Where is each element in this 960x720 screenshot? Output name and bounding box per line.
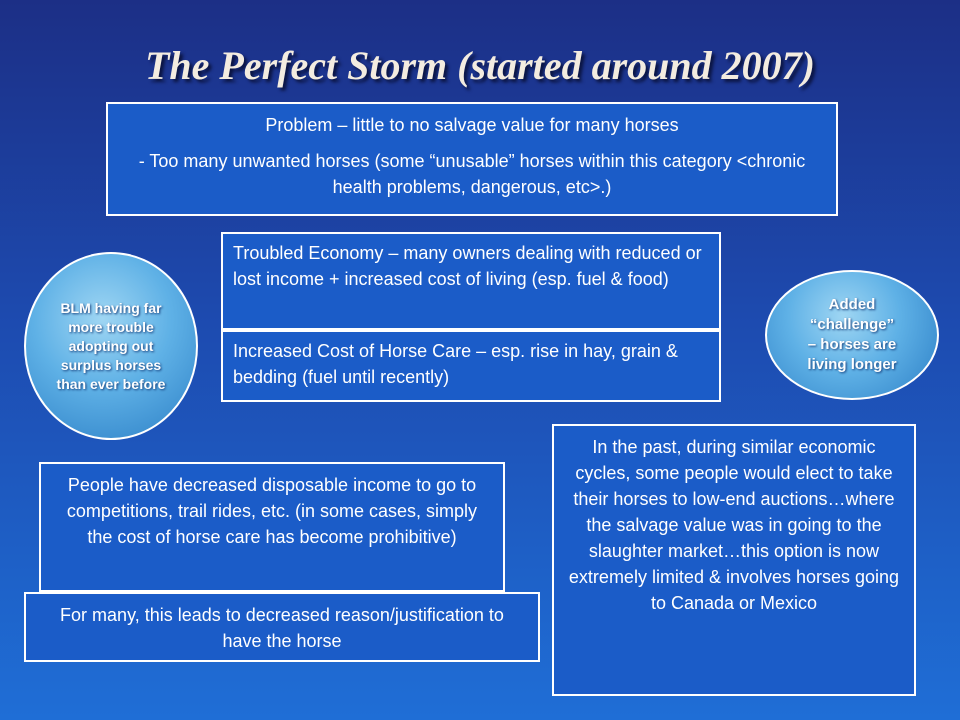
problem-box bbox=[106, 102, 838, 216]
added-challenge-text: Added “challenge” – horses are living longer bbox=[807, 296, 897, 373]
disposable-income-box: People have decreased disposable income to go to competitions, trail rides, etc. (in some cases, simply the cost of horse care has become prohibitive) bbox=[39, 462, 505, 592]
horse-care-box: Increased Cost of Horse Care – esp. rise in hay, grain & bedding (fuel until recently) bbox=[221, 330, 721, 402]
unwanted-horses-text: - Too many unwanted horses (some “unusable” horses within this category <chronic health problems, dangerous, etc>.) bbox=[138, 151, 806, 197]
blm-bubble-text: BLM having far more trouble adopting out surplus horses than ever before bbox=[56, 299, 166, 392]
past-cycles-box: In the past, during similar economic cycles, some people would elect to take their horses to low-end auctions…where the salvage value was in going to the slaughter market…this option is now extremely limited & involves horses going to Canada or Mexico bbox=[552, 424, 916, 696]
blm-bubble bbox=[24, 252, 198, 440]
problem-text: Problem – little to no salvage value for many horses bbox=[265, 115, 679, 135]
added-challenge-bubble bbox=[765, 270, 939, 400]
reason-box: For many, this leads to decreased reason/justification to have the horse bbox=[24, 592, 540, 662]
economy-box: Troubled Economy – many owners dealing with reduced or lost income + increased cost of living (esp. fuel & food) bbox=[221, 232, 721, 330]
slide-title: The Perfect Storm (started around 2007) bbox=[145, 43, 815, 88]
